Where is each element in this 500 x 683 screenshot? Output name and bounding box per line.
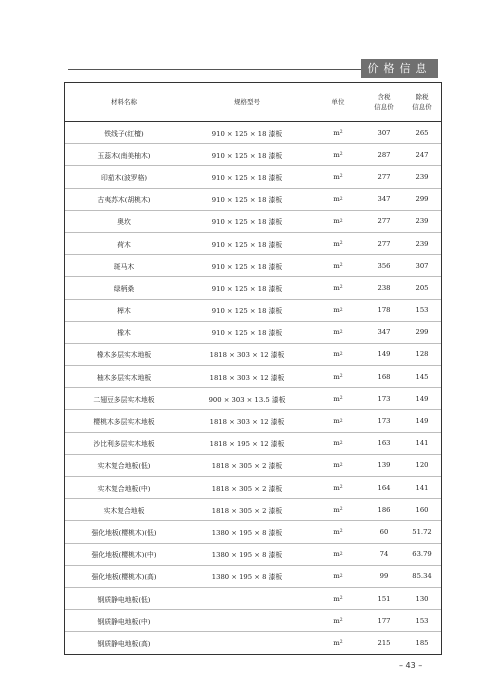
unit-text: m bbox=[333, 150, 340, 159]
unit-text: m bbox=[333, 394, 340, 403]
table-row bbox=[65, 344, 441, 366]
table-body bbox=[65, 122, 441, 654]
cell-unit bbox=[311, 521, 365, 542]
table-row bbox=[65, 366, 441, 388]
cell-material-name: 樱桃木多层实木地板 bbox=[93, 418, 155, 427]
table-row bbox=[65, 122, 441, 144]
cell-price-without-tax: 153 bbox=[415, 306, 429, 315]
header-material-name: 材料名称 bbox=[111, 97, 137, 106]
cell-price-without-tax: 205 bbox=[415, 283, 429, 292]
cell-price-with-tax: 168 bbox=[377, 372, 391, 381]
cell-spec: 1818 × 303 × 12 漆板 bbox=[209, 418, 285, 427]
cell-spec: 1380 × 195 × 8 漆板 bbox=[211, 551, 283, 560]
unit-superscript: 2 bbox=[339, 396, 343, 402]
unit-superscript: 2 bbox=[339, 418, 343, 424]
cell-material-name: 古夷苏木(胡桃木) bbox=[97, 196, 151, 205]
cell-unit bbox=[311, 211, 365, 232]
unit-superscript: 2 bbox=[339, 329, 343, 335]
header-price-without-tax-line2: 信息价 bbox=[412, 103, 432, 111]
cell-unit bbox=[311, 610, 365, 631]
cell-spec bbox=[183, 610, 311, 631]
cell-material-name: 绿柄桑 bbox=[113, 284, 135, 293]
unit-text: m bbox=[333, 328, 340, 337]
cell-price-with-tax: 287 bbox=[377, 150, 391, 159]
cell-spec: 1818 × 305 × 2 漆板 bbox=[211, 506, 283, 515]
cell-material-name: 奥坎 bbox=[117, 218, 131, 227]
header-price-without-tax bbox=[403, 83, 441, 121]
cell-price-with-tax: 178 bbox=[377, 306, 391, 315]
unit-superscript: 2 bbox=[339, 573, 343, 579]
cell-price-without-tax: 299 bbox=[415, 195, 429, 204]
cell-material-name: 铁线子(红檀) bbox=[104, 129, 144, 138]
cell-unit bbox=[311, 433, 365, 454]
cell-spec: 910 × 125 × 18 漆板 bbox=[211, 240, 283, 249]
header-price-with-tax-line1: 含税 bbox=[377, 92, 391, 101]
cell-spec: 910 × 125 × 18 漆板 bbox=[211, 196, 283, 205]
table-row bbox=[65, 322, 441, 344]
cell-price-without-tax: 141 bbox=[415, 439, 429, 448]
cell-price-without-tax: 149 bbox=[415, 417, 429, 426]
unit-superscript: 2 bbox=[339, 485, 343, 491]
cell-price-without-tax: 51.72 bbox=[412, 527, 432, 536]
cell-spec: 910 × 125 × 18 漆板 bbox=[211, 329, 283, 338]
cell-price-with-tax: 277 bbox=[377, 172, 391, 181]
table-header bbox=[65, 83, 441, 122]
table-row bbox=[65, 255, 441, 277]
cell-price-with-tax: 215 bbox=[377, 638, 391, 647]
cell-material-name: 荷木 bbox=[117, 240, 131, 249]
unit-superscript: 2 bbox=[339, 307, 343, 313]
cell-spec: 1380 × 195 × 8 漆板 bbox=[211, 528, 283, 537]
header-spec: 规格型号 bbox=[234, 97, 260, 106]
cell-unit bbox=[311, 566, 365, 587]
unit-superscript: 2 bbox=[339, 551, 343, 557]
price-table bbox=[64, 82, 442, 655]
unit-superscript: 2 bbox=[339, 130, 343, 136]
table-row bbox=[65, 499, 441, 521]
cell-spec bbox=[183, 588, 311, 609]
cell-price-with-tax: 173 bbox=[377, 394, 391, 403]
unit-superscript: 2 bbox=[339, 640, 343, 646]
cell-material-name: 斑马木 bbox=[113, 262, 135, 271]
table-row bbox=[65, 166, 441, 188]
cell-price-with-tax: 238 bbox=[377, 283, 391, 292]
unit-superscript: 2 bbox=[339, 529, 343, 535]
unit-text: m bbox=[333, 350, 340, 359]
cell-material-name: 玉蕊木(南美柚木) bbox=[97, 151, 151, 160]
unit-superscript: 2 bbox=[339, 152, 343, 158]
cell-spec: 910 × 125 × 18 漆板 bbox=[211, 151, 283, 160]
cell-unit bbox=[311, 477, 365, 498]
cell-material-name: 实木复合地板(低) bbox=[97, 462, 151, 471]
cell-material-name: 橡木 bbox=[117, 329, 131, 338]
unit-superscript: 2 bbox=[339, 196, 343, 202]
table-row bbox=[65, 144, 441, 166]
cell-price-with-tax: 186 bbox=[377, 505, 391, 514]
unit-text: m bbox=[333, 527, 340, 536]
cell-unit bbox=[311, 166, 365, 187]
cell-price-with-tax: 173 bbox=[377, 417, 391, 426]
cell-unit bbox=[311, 544, 365, 565]
cell-price-with-tax: 163 bbox=[377, 439, 391, 448]
cell-unit bbox=[311, 255, 365, 276]
unit-superscript: 2 bbox=[339, 618, 343, 624]
table-row bbox=[65, 388, 441, 410]
cell-price-with-tax: 277 bbox=[377, 217, 391, 226]
unit-superscript: 2 bbox=[339, 241, 343, 247]
unit-text: m bbox=[333, 550, 340, 559]
cell-price-with-tax: 74 bbox=[379, 550, 389, 559]
unit-text: m bbox=[333, 172, 340, 181]
cell-price-without-tax: 141 bbox=[415, 483, 429, 492]
cell-spec: 910 × 125 × 18 漆板 bbox=[211, 307, 283, 316]
cell-price-without-tax: 299 bbox=[415, 328, 429, 337]
cell-spec: 910 × 125 × 18 漆板 bbox=[211, 129, 283, 138]
table-row bbox=[65, 433, 441, 455]
unit-text: m bbox=[333, 128, 340, 137]
cell-spec: 1818 × 303 × 12 漆板 bbox=[209, 373, 285, 382]
unit-text: m bbox=[333, 239, 340, 248]
unit-superscript: 2 bbox=[339, 351, 343, 357]
cell-price-without-tax: 239 bbox=[415, 239, 429, 248]
table-row bbox=[65, 588, 441, 610]
cell-spec: 910 × 125 × 18 漆板 bbox=[211, 284, 283, 293]
cell-material-name: 印茄木(波罗格) bbox=[100, 173, 148, 182]
cell-price-with-tax: 139 bbox=[377, 461, 391, 470]
cell-unit bbox=[311, 455, 365, 476]
table-row bbox=[65, 632, 441, 653]
table-row bbox=[65, 233, 441, 255]
header-price-without-tax-line1: 除税 bbox=[415, 92, 429, 101]
cell-unit bbox=[311, 632, 365, 653]
cell-price-without-tax: 145 bbox=[415, 372, 429, 381]
cell-price-without-tax: 239 bbox=[415, 172, 429, 181]
table-row bbox=[65, 544, 441, 566]
cell-unit bbox=[311, 122, 365, 143]
table-row bbox=[65, 455, 441, 477]
cell-price-without-tax: 153 bbox=[415, 616, 429, 625]
cell-material-name: 钢质静电地板(中) bbox=[97, 617, 151, 626]
cell-spec: 910 × 125 × 18 漆板 bbox=[211, 173, 283, 182]
unit-text: m bbox=[333, 283, 340, 292]
unit-text: m bbox=[333, 306, 340, 315]
cell-spec: 900 × 303 × 13.5 漆板 bbox=[208, 395, 286, 404]
page-number: – 43 – bbox=[399, 661, 423, 670]
cell-price-without-tax: 307 bbox=[415, 261, 429, 270]
cell-material-name: 橡木多层实木地板 bbox=[96, 351, 152, 360]
cell-price-without-tax: 265 bbox=[415, 128, 429, 137]
cell-price-without-tax: 63.79 bbox=[412, 550, 432, 559]
cell-price-with-tax: 307 bbox=[377, 128, 391, 137]
cell-price-without-tax: 128 bbox=[415, 350, 429, 359]
cell-price-with-tax: 347 bbox=[377, 328, 391, 337]
cell-price-without-tax: 160 bbox=[415, 505, 429, 514]
cell-unit bbox=[311, 588, 365, 609]
cell-material-name: 二翅豆多层实木地板 bbox=[93, 395, 155, 404]
unit-text: m bbox=[333, 461, 340, 470]
unit-text: m bbox=[333, 195, 340, 204]
cell-unit bbox=[311, 300, 365, 321]
cell-price-without-tax: 247 bbox=[415, 150, 429, 159]
table-row bbox=[65, 277, 441, 299]
unit-superscript: 2 bbox=[339, 174, 343, 180]
cell-spec: 1818 × 195 × 12 漆板 bbox=[209, 440, 285, 449]
table-row bbox=[65, 521, 441, 543]
cell-price-with-tax: 99 bbox=[379, 572, 389, 581]
cell-price-without-tax: 185 bbox=[415, 638, 429, 647]
unit-text: m bbox=[333, 505, 340, 514]
cell-unit bbox=[311, 344, 365, 365]
cell-price-with-tax: 347 bbox=[377, 195, 391, 204]
cell-unit bbox=[311, 499, 365, 520]
unit-superscript: 2 bbox=[339, 218, 343, 224]
cell-material-name: 强化地板(樱桃木)(高) bbox=[91, 573, 157, 582]
cell-unit bbox=[311, 366, 365, 387]
header-price-with-tax-line2: 信息价 bbox=[374, 103, 394, 111]
header-rule bbox=[68, 69, 361, 70]
cell-price-with-tax: 60 bbox=[379, 527, 389, 536]
unit-superscript: 2 bbox=[339, 507, 343, 513]
unit-text: m bbox=[333, 217, 340, 226]
unit-superscript: 2 bbox=[339, 462, 343, 468]
cell-price-with-tax: 277 bbox=[377, 239, 391, 248]
cell-spec bbox=[183, 632, 311, 653]
cell-price-with-tax: 151 bbox=[377, 594, 391, 603]
cell-price-without-tax: 130 bbox=[415, 594, 429, 603]
unit-superscript: 2 bbox=[339, 374, 343, 380]
unit-text: m bbox=[333, 483, 340, 492]
cell-material-name: 强化地板(樱桃木)(低) bbox=[91, 528, 157, 537]
unit-text: m bbox=[333, 261, 340, 270]
unit-superscript: 2 bbox=[339, 440, 343, 446]
unit-superscript: 2 bbox=[339, 596, 343, 602]
cell-material-name: 实木复合地板 bbox=[103, 506, 145, 515]
cell-spec: 1818 × 305 × 2 漆板 bbox=[211, 484, 283, 493]
table-row bbox=[65, 610, 441, 632]
unit-text: m bbox=[333, 594, 340, 603]
table-row bbox=[65, 566, 441, 588]
cell-unit bbox=[311, 144, 365, 165]
header-price-with-tax bbox=[365, 83, 403, 121]
cell-unit bbox=[311, 277, 365, 298]
table-row bbox=[65, 211, 441, 233]
cell-price-without-tax: 120 bbox=[415, 461, 429, 470]
unit-text: m bbox=[333, 439, 340, 448]
cell-unit bbox=[311, 189, 365, 210]
cell-spec: 1818 × 303 × 12 漆板 bbox=[209, 351, 285, 360]
table-row bbox=[65, 189, 441, 211]
unit-superscript: 2 bbox=[339, 285, 343, 291]
cell-price-without-tax: 239 bbox=[415, 217, 429, 226]
cell-material-name: 实木复合地板(中) bbox=[97, 484, 151, 493]
table-row bbox=[65, 477, 441, 499]
cell-material-name: 钢质静电地板(低) bbox=[97, 595, 151, 604]
cell-price-with-tax: 164 bbox=[377, 483, 391, 492]
unit-text: m bbox=[333, 638, 340, 647]
header-unit: 单位 bbox=[331, 97, 345, 106]
cell-spec: 1818 × 305 × 2 漆板 bbox=[211, 462, 283, 471]
unit-superscript: 2 bbox=[339, 263, 343, 269]
cell-material-name: 强化地板(樱桃木)(中) bbox=[91, 551, 157, 560]
cell-price-with-tax: 149 bbox=[377, 350, 391, 359]
unit-text: m bbox=[333, 616, 340, 625]
cell-price-without-tax: 85.34 bbox=[412, 572, 432, 581]
table-row bbox=[65, 410, 441, 432]
cell-material-name: 钢质静电地板(高) bbox=[97, 639, 151, 648]
cell-material-name: 柚木多层实木地板 bbox=[96, 373, 152, 382]
cell-material-name: 沙比利多层实木地板 bbox=[93, 440, 155, 449]
cell-spec: 910 × 125 × 18 漆板 bbox=[211, 218, 283, 227]
cell-unit bbox=[311, 388, 365, 409]
unit-text: m bbox=[333, 417, 340, 426]
table-row bbox=[65, 300, 441, 322]
cell-price-with-tax: 356 bbox=[377, 261, 391, 270]
cell-unit bbox=[311, 233, 365, 254]
cell-spec: 1380 × 195 × 8 漆板 bbox=[211, 573, 283, 582]
cell-price-without-tax: 149 bbox=[415, 394, 429, 403]
cell-material-name: 榉木 bbox=[117, 307, 131, 316]
cell-price-with-tax: 177 bbox=[377, 616, 391, 625]
cell-unit bbox=[311, 410, 365, 431]
unit-text: m bbox=[333, 572, 340, 581]
section-title-banner: 价格信息 bbox=[361, 59, 438, 78]
cell-spec: 910 × 125 × 18 漆板 bbox=[211, 262, 283, 271]
cell-unit bbox=[311, 322, 365, 343]
unit-text: m bbox=[333, 372, 340, 381]
